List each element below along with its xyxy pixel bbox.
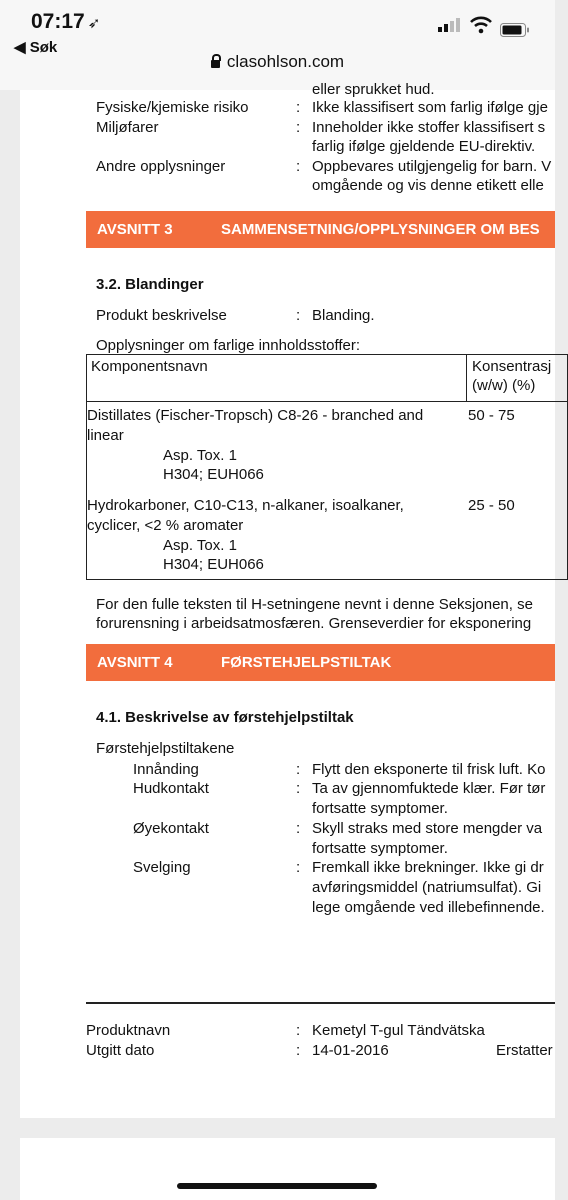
- footer-value-product: Kemetyl T-gul Tändvätska: [312, 1022, 485, 1039]
- column-header: Konsentrasj: [472, 358, 552, 375]
- colon: :: [296, 859, 301, 876]
- value-skin-cont: fortsatte symptomer.: [312, 800, 448, 817]
- partial-text: eller sprukket hud.: [312, 81, 435, 98]
- colon: :: [296, 119, 301, 136]
- section-4-header: [86, 644, 555, 681]
- browser-header: [0, 0, 555, 90]
- section-title: SAMMENSETNING/OPPLYSNINGER OM BES: [221, 221, 540, 238]
- component-class: Asp. Tox. 1: [163, 447, 237, 464]
- section-title: FØRSTEHJELPSTILTAK: [221, 654, 392, 671]
- colon: :: [296, 158, 301, 175]
- component-concentration: 50 - 75: [468, 407, 515, 424]
- section-number: AVSNITT 4: [97, 654, 173, 671]
- back-to-search-button[interactable]: ◀ Søk: [14, 39, 58, 56]
- colon: :: [296, 820, 301, 837]
- value-inhalation: Flytt den eksponerte til frisk luft. Ko: [312, 761, 546, 778]
- value-eye: Skyll straks med store mengder va: [312, 820, 543, 837]
- value-environment: Inneholder ikke stoffer klassifisert s: [312, 119, 546, 136]
- value-swallowing-cont: lege omgående ved illebefinnende.: [312, 899, 545, 916]
- component-hazard: H304; EUH066: [163, 466, 264, 483]
- footer-replaces: Erstatter: [496, 1042, 553, 1059]
- section-number: AVSNITT 3: [97, 221, 173, 238]
- colon: :: [296, 99, 301, 116]
- label-environment: Miljøfarer: [96, 119, 159, 136]
- value-other-info-cont: omgående og vis denne etikett elle: [312, 177, 544, 194]
- table-divider: [466, 355, 467, 401]
- footer-label-date: Utgitt dato: [86, 1042, 155, 1059]
- back-label: Søk: [29, 39, 58, 56]
- wifi-icon: [470, 16, 492, 34]
- section-3-header: [86, 211, 555, 248]
- value-skin: Ta av gjennomfuktede klær. Før tør: [312, 780, 546, 797]
- label-swallowing: Svelging: [133, 859, 191, 876]
- component-hazard: H304; EUH066: [163, 556, 264, 573]
- footnote-text: forurensning i arbeidsatmosfæren. Grenseverdier for eksponering: [96, 615, 532, 632]
- footer-divider: [86, 1002, 555, 1004]
- label-skin: Hudkontakt: [133, 780, 209, 797]
- url-text: clasohlson.com: [226, 52, 345, 71]
- address-bar[interactable]: [0, 52, 555, 72]
- colon: :: [296, 1042, 301, 1059]
- component-class: Asp. Tox. 1: [163, 537, 237, 554]
- colon: :: [296, 780, 301, 797]
- label-product-description: Produkt beskrivelse: [96, 307, 227, 324]
- component-concentration: 25 - 50: [468, 497, 515, 514]
- value-physical-risk: Ikke klassifisert som farlig ifølge gje: [312, 99, 548, 116]
- value-swallowing-cont: avføringsmiddel (natriumsulfat). Gi: [312, 879, 542, 896]
- hazard-intro: Opplysninger om farlige innholdsstoffer:: [96, 337, 361, 354]
- next-document-page: [20, 1138, 555, 1200]
- first-aid-group-label: Førstehjelpstiltakene: [96, 740, 235, 757]
- colon: :: [296, 1022, 301, 1039]
- label-other-info: Andre opplysninger: [96, 158, 226, 175]
- value-environment-cont: farlig ifølge gjeldende EU-direktiv.: [312, 138, 536, 155]
- component-name: Distillates (Fischer-Tropsch) C8-26 - branched and: [87, 407, 424, 424]
- footnote-text: For den fulle teksten til H-setningene nevnt i denne Seksjonen, se: [96, 596, 533, 613]
- subsection-heading: 4.1. Beskrivelse av førstehjelpstiltak: [96, 709, 354, 726]
- value-eye-cont: fortsatte symptomer.: [312, 840, 448, 857]
- component-name: Hydrokarboner, C10-C13, n-alkaner, isoalkaner,: [87, 497, 404, 514]
- battery-icon: [500, 23, 530, 37]
- footer-value-date: 14-01-2016: [312, 1042, 389, 1059]
- table-divider: [87, 401, 567, 402]
- label-eye: Øyekontakt: [133, 820, 209, 837]
- component-name: cyclicer, <2 % aromater: [87, 517, 244, 534]
- column-header: (w/w) (%): [472, 377, 536, 394]
- ingredients-table: [86, 354, 568, 580]
- cellular-signal-icon: [438, 18, 462, 32]
- document-page: [20, 81, 555, 1118]
- value-product-description: Blanding.: [312, 307, 375, 324]
- clock: 07:17 ➶: [31, 10, 101, 33]
- colon: :: [296, 307, 301, 324]
- home-indicator[interactable]: [177, 1183, 377, 1189]
- component-name: linear: [87, 427, 124, 444]
- column-header: Komponentsnavn: [91, 358, 208, 375]
- value-swallowing: Fremkall ikke brekninger. Ikke gi dr: [312, 859, 544, 876]
- label-physical-risk: Fysiske/kjemiske risiko: [96, 99, 249, 116]
- label-inhalation: Innånding: [133, 761, 199, 778]
- colon: :: [296, 761, 301, 778]
- location-arrow-icon: ➶: [87, 15, 101, 32]
- value-other-info: Oppbevares utilgjengelig for barn. V: [312, 158, 552, 175]
- subsection-heading: 3.2. Blandinger: [96, 276, 204, 293]
- footer-label-product: Produktnavn: [86, 1022, 171, 1039]
- lock-icon: [211, 60, 220, 68]
